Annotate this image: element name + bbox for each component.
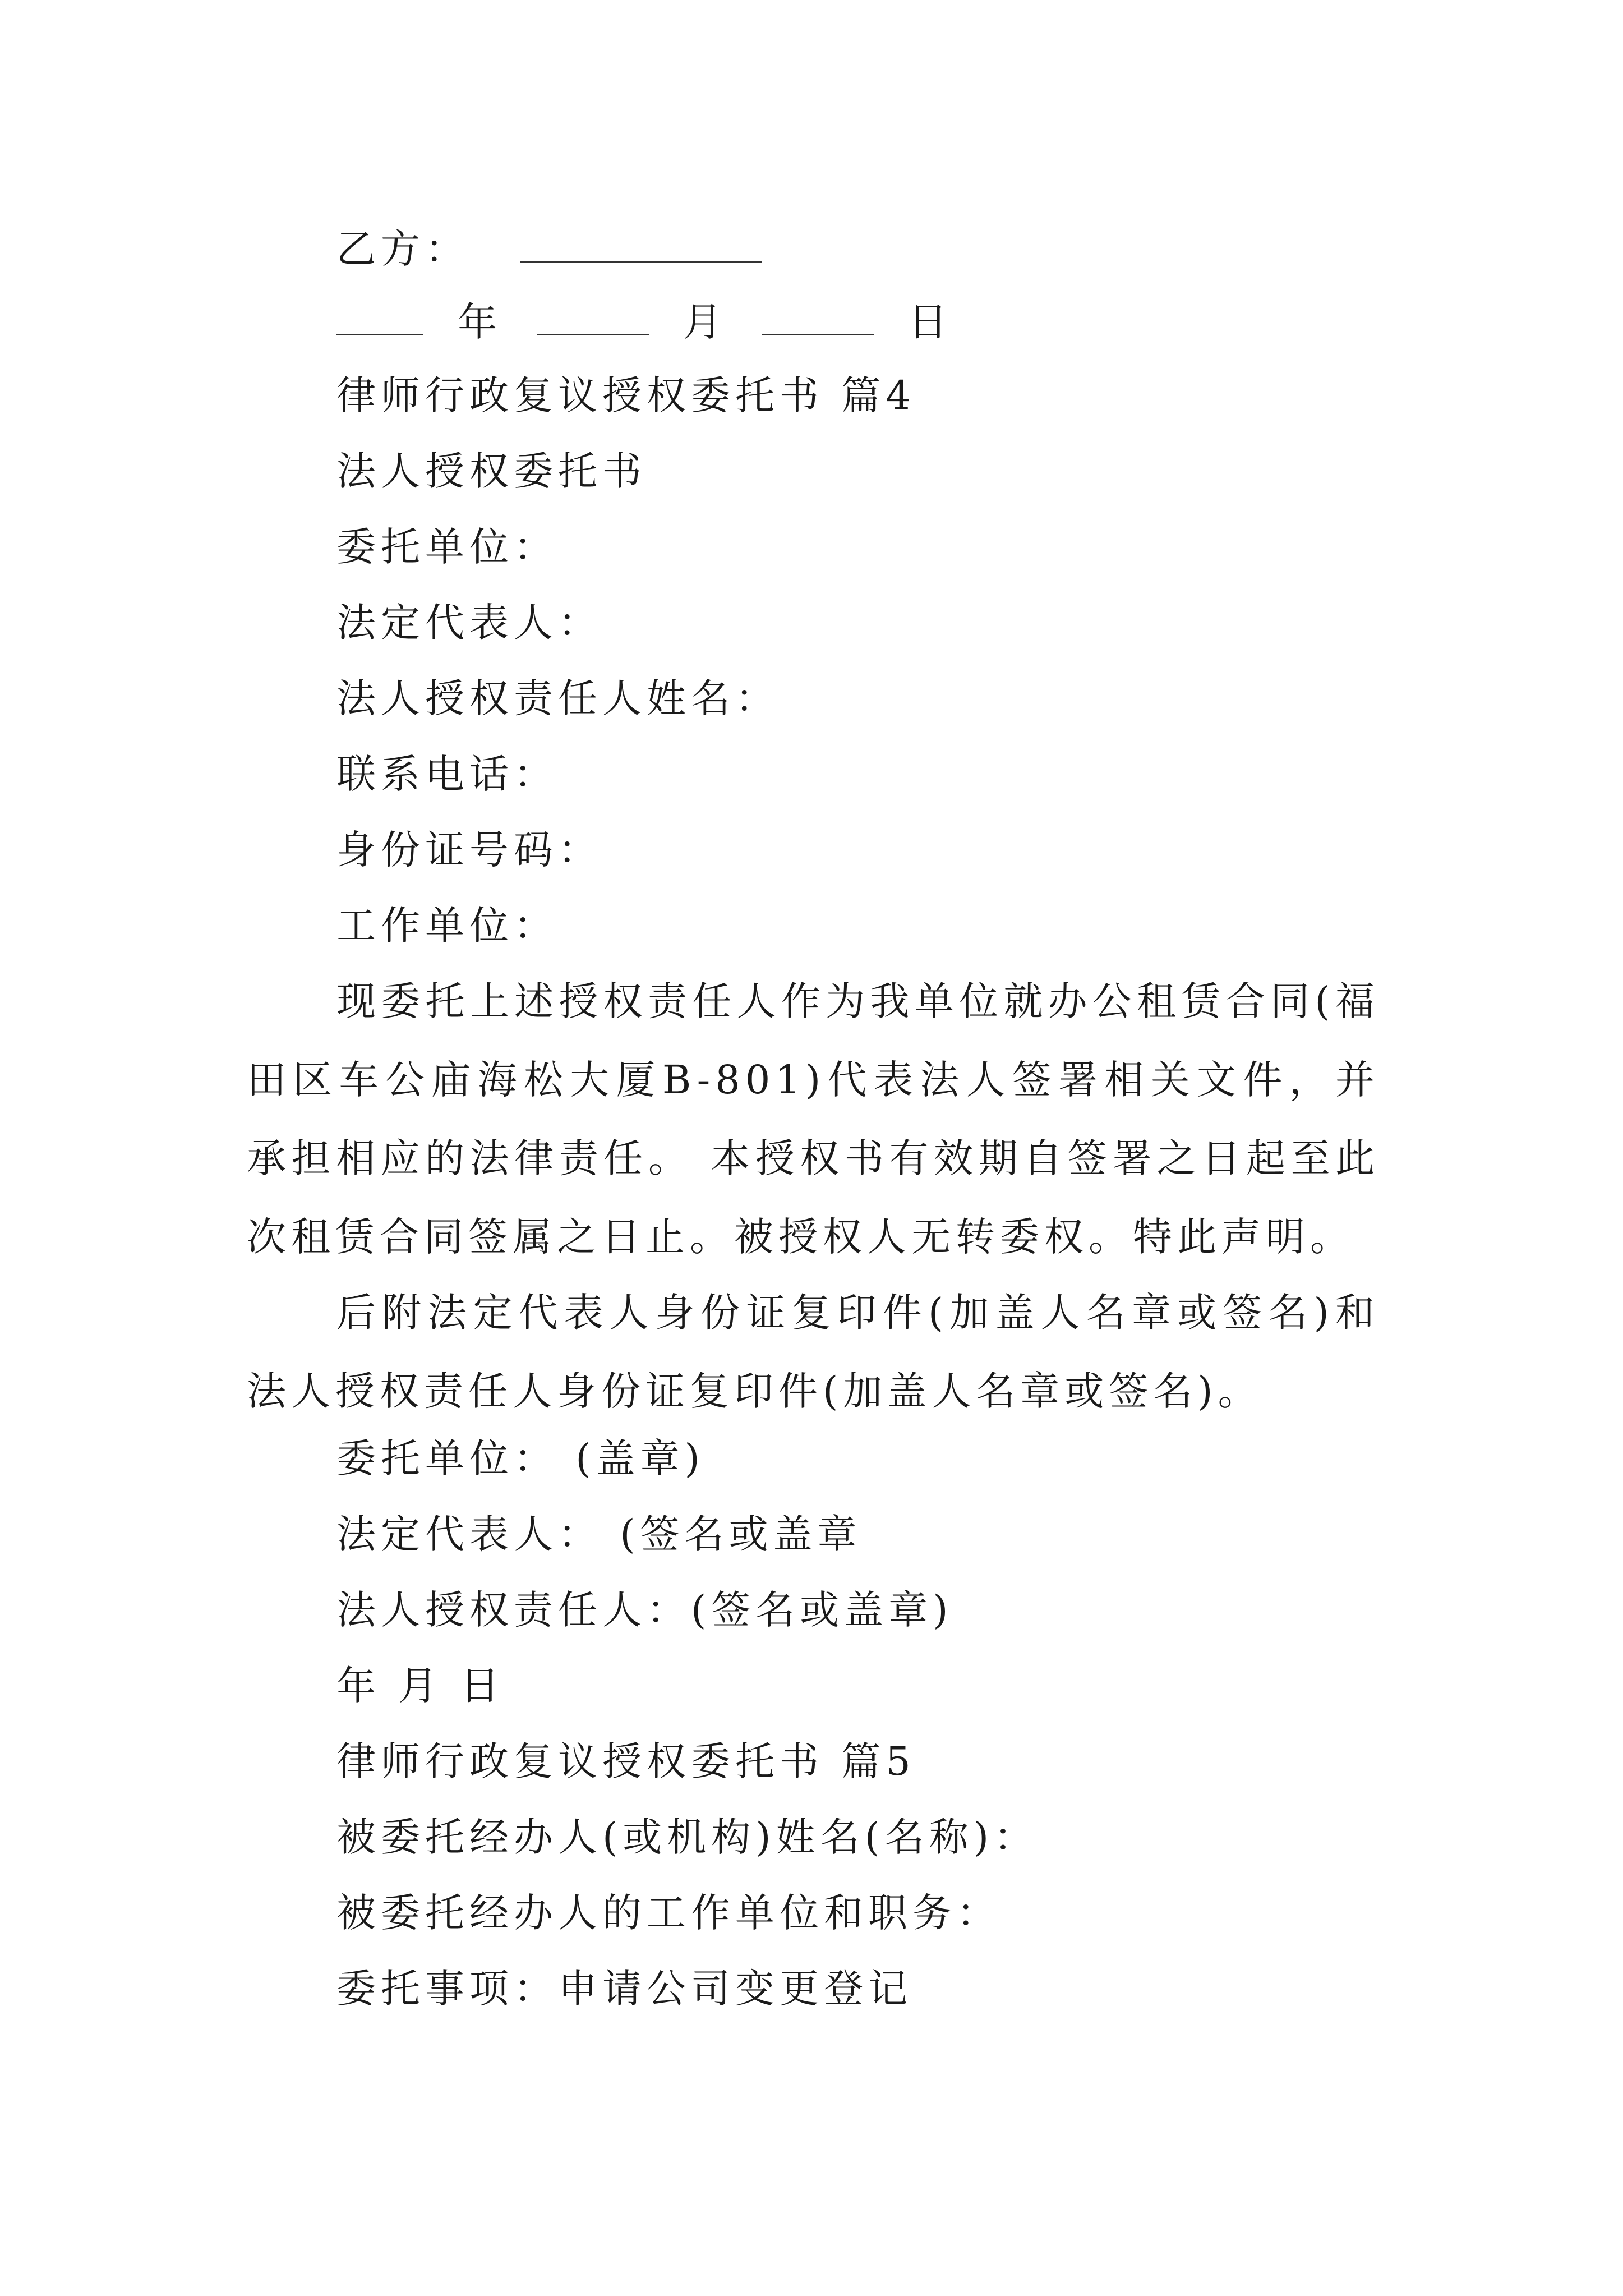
section5-heading: 律师行政复议授权委托书 篇5 bbox=[336, 1738, 916, 1784]
field-agent-work-unit: 被委托经办人的工作单位和职务： bbox=[336, 1890, 1001, 1936]
attachment-paragraph: 后附法定代表人身份证复印件(加盖人名章或签名)和法人授权责任人身份证复印件(加盖人名章或签名)。 bbox=[247, 1290, 1380, 1414]
section4-date: 年 月 日 bbox=[336, 1663, 505, 1709]
field-id-number: 身份证号码： bbox=[336, 827, 602, 873]
day-blank bbox=[762, 295, 874, 335]
signature-legal-representative: 法定代表人： (签名或盖章 bbox=[336, 1511, 862, 1557]
month-blank bbox=[537, 295, 649, 335]
date-blank-line bbox=[336, 295, 952, 347]
field-entrusting-unit: 委托单位： bbox=[336, 524, 558, 570]
party-b-label: 乙方： bbox=[336, 226, 469, 272]
signature-authorized-person: 法人授权责任人：(签名或盖章) bbox=[336, 1587, 953, 1633]
section4-title: 法人授权委托书 bbox=[336, 448, 647, 494]
field-entrusted-matter: 委托事项：申请公司变更登记 bbox=[336, 1966, 912, 2012]
party-b-blank bbox=[520, 222, 762, 263]
authorization-paragraph: 现委托上述授权责任人作为我单位就办公租赁合同(福田区车公庙海松大厦B-801)代表法人签署相关文件，并承担相应的法律责任。 本授权书有效期自签署之日起至此次租赁合同签属之日止。被授权人无转委权。特此声明。 bbox=[247, 978, 1380, 1260]
field-work-unit: 工作单位： bbox=[336, 903, 558, 949]
year-blank bbox=[336, 295, 423, 335]
party-b-line bbox=[336, 222, 762, 274]
field-phone: 联系电话： bbox=[336, 751, 558, 797]
year-label: 年 bbox=[458, 299, 502, 345]
section4-heading: 律师行政复议授权委托书 篇4 bbox=[336, 372, 916, 418]
field-agent-name: 被委托经办人(或机构)姓名(名称)： bbox=[336, 1814, 1039, 1860]
field-authorized-person-name: 法人授权责任人姓名： bbox=[336, 675, 780, 721]
field-legal-representative: 法定代表人： bbox=[336, 600, 602, 646]
month-label: 月 bbox=[683, 299, 727, 345]
signature-entrusting-unit: 委托单位： (盖章) bbox=[336, 1435, 705, 1481]
day-label: 日 bbox=[908, 299, 953, 345]
